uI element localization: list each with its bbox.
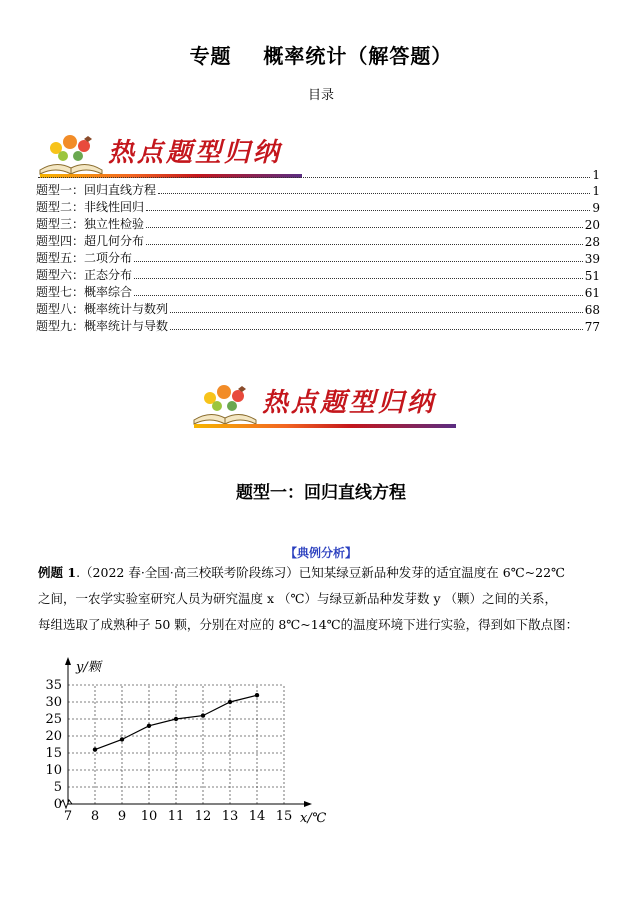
banner-text: 热点题型归纳 xyxy=(108,138,283,168)
data-point xyxy=(201,713,205,717)
x-tick-label: 10 xyxy=(140,809,158,824)
x-tick-label: 7 xyxy=(63,809,73,824)
y-tick-label: 15 xyxy=(45,746,62,761)
y-axis-arrow xyxy=(65,657,71,665)
toc-entry[interactable]: 题型六：正态分布 51 xyxy=(36,268,600,283)
toc-entry[interactable]: 题型二：非线性回归 9 xyxy=(36,200,600,215)
y-tick-label: 0 xyxy=(53,797,62,812)
banner-text: 热点题型归纳 xyxy=(262,388,437,418)
y-tick-label: 20 xyxy=(45,729,62,744)
x-tick-label: 11 xyxy=(167,809,185,824)
example-line-1: 例题 1.（2022 春·全国·高三校联考阶段练习）已知某绿豆新品种发芽的适宜温度在 6℃~22℃ xyxy=(38,565,566,580)
toc-entry[interactable]: 题型三：独立性检验 20 xyxy=(36,217,600,232)
chart-svg xyxy=(36,652,356,832)
data-point xyxy=(147,724,151,728)
example-line-2: 之间，一农学实验室研究人员为研究温度 x （℃）与绿豆新品种发芽数 y （颗）之间的关系， xyxy=(38,591,557,606)
x-tick-label: 15 xyxy=(275,809,293,824)
toc-caption: 目录 xyxy=(307,88,334,103)
toc-entry[interactable]: 题型九：概率统计与导数 77 xyxy=(36,319,600,334)
x-tick-label: 14 xyxy=(248,809,266,824)
x-tick-label: 12 xyxy=(194,809,212,824)
scatter-chart xyxy=(36,652,356,836)
y-axis-label: y/颗 xyxy=(76,660,101,675)
page-title: 专题 概率统计（解答题） xyxy=(189,44,453,68)
banner-gradient-bar xyxy=(194,424,456,428)
x-tick-label: 13 xyxy=(221,809,239,824)
x-tick-label: 8 xyxy=(90,809,100,824)
analysis-label: 【典例分析】 xyxy=(284,546,357,560)
toc-entry[interactable]: 题型八：概率统计与数列 68 xyxy=(36,302,600,317)
data-point xyxy=(228,700,232,704)
y-tick-label: 5 xyxy=(53,780,62,795)
toc-entry[interactable]: 题型五：二项分布 39 xyxy=(36,251,600,266)
toc-entry[interactable]: 题型七：概率综合 61 xyxy=(36,285,600,300)
hot-topics-banner xyxy=(190,380,460,430)
y-tick-label: 35 xyxy=(45,678,62,693)
y-tick-label: 25 xyxy=(45,712,62,727)
y-tick-label: 30 xyxy=(45,695,62,710)
example-line-3: 每组选取了成熟种子 50 颗，分别在对应的 8℃~14℃的温度环境下进行实验，得到如下散点图： xyxy=(38,617,579,632)
x-axis-label: x/℃ xyxy=(300,811,327,826)
example-prefix: 例题 1 xyxy=(38,565,77,580)
toc-entry[interactable]: 1 xyxy=(36,164,600,182)
x-axis-arrow xyxy=(304,801,312,807)
data-point xyxy=(174,717,178,721)
y-tick-label: 10 xyxy=(45,763,62,778)
x-tick-label: 9 xyxy=(117,809,127,824)
data-point xyxy=(93,747,97,751)
toc-entry[interactable]: 题型四：超几何分布 28 xyxy=(36,234,600,249)
section-heading: 题型一：回归直线方程 xyxy=(236,483,406,503)
data-point xyxy=(120,737,124,741)
data-point xyxy=(255,693,259,697)
toc-entry[interactable]: 题型一：回归直线方程 1 xyxy=(36,183,600,198)
open-book-flowers-icon xyxy=(190,380,260,428)
